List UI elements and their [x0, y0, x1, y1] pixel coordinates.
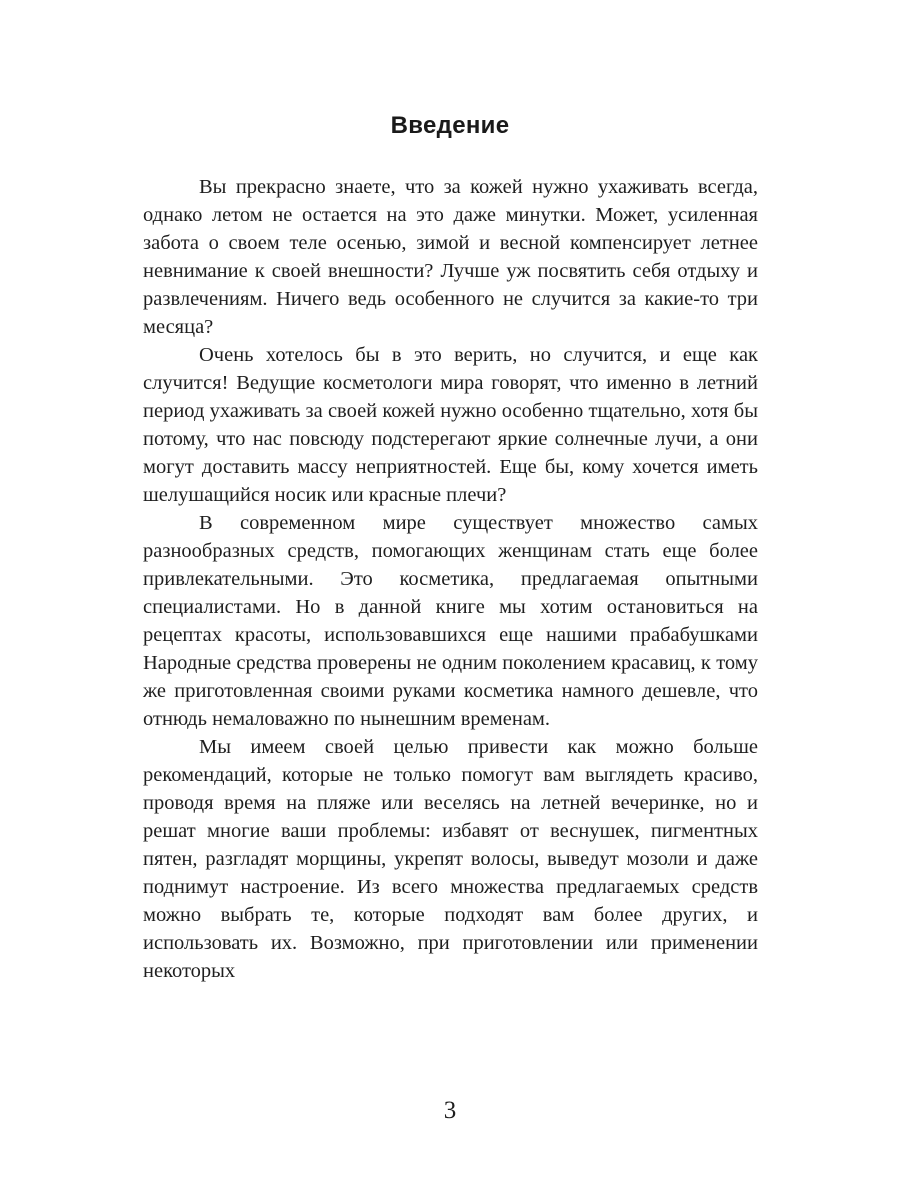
paragraph-3: В современном мире существует множество самых разнообразных средств, помогающих женщинам стать еще более привлекательными. Это косметика, предлагаемая опытными специалистами. Но в данной книге мы хотим остановиться на рецептах красоты, использовавшихся еще нашими прабабушками Народные средства проверены не одним поколением красавиц, к тому же приготовленная своими руками косметика намного дешевле, что отнюдь немаловажно по нынешним временам. [143, 512, 758, 730]
chapter-title: Введение [390, 112, 510, 139]
chapter-body [143, 173, 758, 985]
paragraph-4: Мы имеем своей целью привести как можно больше рекомендаций, которые не только помогут вам выглядеть красиво, проводя время на пляже или веселясь на летней вечеринке, но и решат многие ваши проблемы: избавят от веснушек, пигментных пятен, разгладят морщины, укрепят волосы, выведут мозоли и даже поднимут настроение. Из всего множества предлагаемых средств можно выбрать те, которые подходят вам более других, и использовать их. Возможно, при приготовлении или применении некоторых [143, 736, 758, 982]
page-number: 3 [443, 1097, 457, 1124]
paragraph-2: Очень хотелось бы в это верить, но случится, и еще как случится! Ведущие косметологи мира говорят, что именно в летний период ухаживать за своей кожей нужно особенно тщательно, хотя бы потому, что нас повсюду подстерегают яркие солнечные лучи, а они могут доставить массу неприятностей. Еще бы, кому хочется иметь шелушащийся носик или красные плечи? [143, 344, 758, 506]
paragraph-1: Вы прекрасно знаете, что за кожей нужно ухаживать всегда, однако летом не остается на это даже минутки. Может, усиленная забота о своем теле осенью, зимой и весной компенсирует летнее невнимание к своей внешности? Лучше уж посвятить себя отдыху и развлечениям. Ничего ведь особенного не случится за какие-то три месяца? [143, 176, 758, 338]
